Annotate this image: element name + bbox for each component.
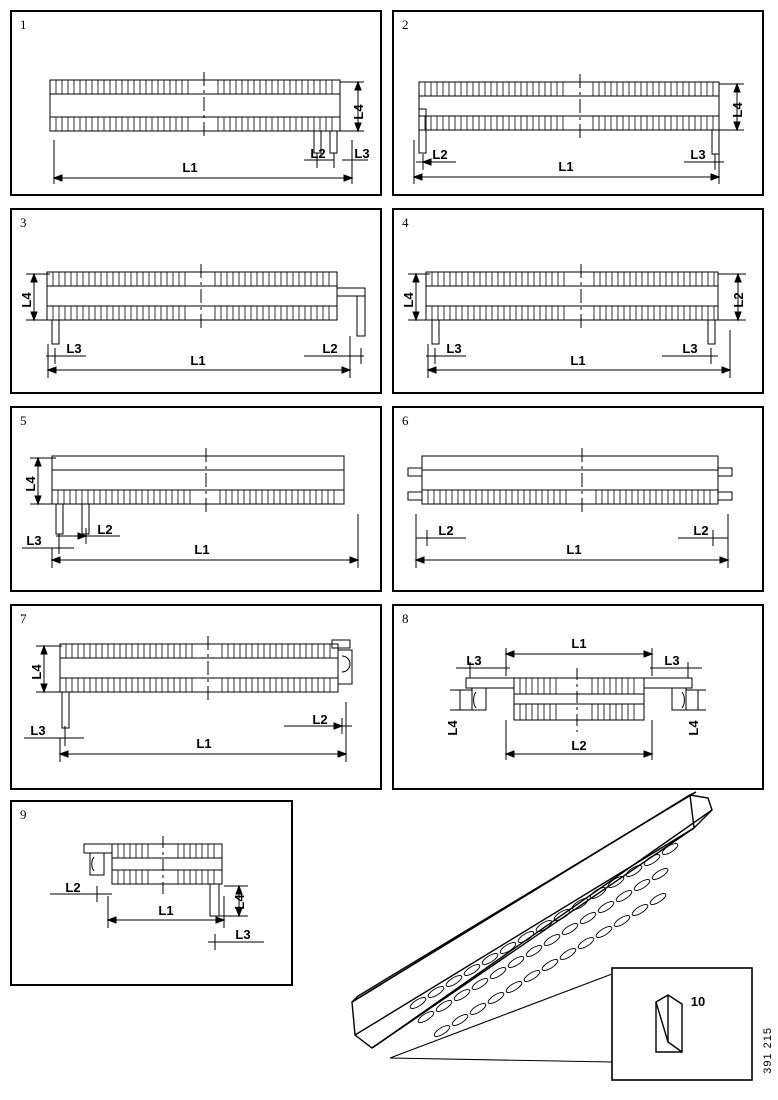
dim-label-l3: L3 — [66, 341, 82, 356]
dim-label-l4-right: L4 — [686, 720, 701, 736]
panel-9 — [10, 800, 293, 986]
panel-4-drawing — [394, 210, 762, 392]
panel-number: 7 — [20, 611, 27, 626]
dim-label-l1: L1 — [190, 353, 206, 368]
panel-7 — [10, 604, 382, 790]
panel-8-drawing — [394, 606, 762, 788]
dim-label-l3-left: L3 — [466, 653, 482, 668]
panel-2-drawing — [394, 12, 762, 194]
dim-label-l2: L2 — [312, 712, 328, 727]
dim-label-l2-left: L2 — [438, 523, 454, 538]
dim-label-l4: L4 — [730, 102, 745, 118]
dim-label-l2: L2 — [571, 738, 587, 753]
dim-label-l4: L4 — [29, 664, 44, 680]
dim-label-l2: L2 — [97, 522, 113, 537]
panel-number: 5 — [20, 413, 27, 428]
dim-label-l1: L1 — [571, 636, 587, 651]
dim-label-l3: L3 — [235, 927, 251, 942]
panel-number: 1 — [20, 17, 27, 32]
dim-label-l4-left: L4 — [445, 720, 460, 736]
panel-number: 4 — [402, 215, 409, 230]
dim-label-l4: L4 — [401, 292, 416, 308]
panel-4 — [392, 208, 764, 394]
panel-number: 9 — [20, 807, 27, 822]
dim-label-l4: L4 — [23, 476, 38, 492]
dim-label-l1: L1 — [182, 160, 198, 175]
dim-label-l2: L2 — [731, 292, 746, 308]
panel-8 — [392, 604, 764, 790]
panel-number: 3 — [20, 215, 27, 230]
dim-label-l1: L1 — [158, 903, 174, 918]
panel-7-drawing — [12, 606, 380, 788]
dim-label-l3: L3 — [30, 723, 46, 738]
dim-label-l3-right: L3 — [664, 653, 680, 668]
panel-number: 8 — [402, 611, 409, 626]
panel-1 — [10, 10, 382, 196]
panel-number: 6 — [402, 413, 409, 428]
panel-1-drawing — [12, 12, 380, 194]
sheet-code: 391 215 — [762, 1027, 774, 1074]
dim-label-l3: L3 — [690, 147, 706, 162]
dim-label-l4: L4 — [351, 104, 366, 120]
dim-label-l1: L1 — [196, 736, 212, 751]
dim-label-l1: L1 — [558, 159, 574, 174]
panel-5 — [10, 406, 382, 592]
panel-3 — [10, 208, 382, 394]
dim-label-l2: L2 — [432, 147, 448, 162]
panel-2 — [392, 10, 764, 196]
dim-label-l1: L1 — [566, 542, 582, 557]
dim-label-l4: L4 — [19, 292, 34, 308]
isometric-view — [300, 790, 770, 1090]
dim-label-l2-right: L2 — [693, 523, 709, 538]
panel-number: 2 — [402, 17, 409, 32]
dim-label-l2: L2 — [65, 880, 81, 895]
panel-6 — [392, 406, 764, 592]
panel-5-drawing — [12, 408, 380, 590]
dim-label-l3: L3 — [354, 146, 370, 161]
dim-label-l2: L2 — [322, 341, 338, 356]
panel-9-drawing — [12, 802, 291, 984]
detail-callout-10: 10 — [690, 994, 706, 1009]
panel-6-drawing — [394, 408, 762, 590]
dim-label-l3-left: L3 — [446, 341, 462, 356]
dim-label-l1: L1 — [194, 542, 210, 557]
panel-3-drawing — [12, 210, 380, 392]
dim-label-l4: L4 — [232, 894, 247, 910]
dim-label-l3: L3 — [26, 533, 42, 548]
dim-label-l2: L2 — [310, 146, 326, 161]
dim-label-l1: L1 — [570, 353, 586, 368]
isometric-drawing — [300, 790, 770, 1090]
dim-label-l3-right: L3 — [682, 341, 698, 356]
